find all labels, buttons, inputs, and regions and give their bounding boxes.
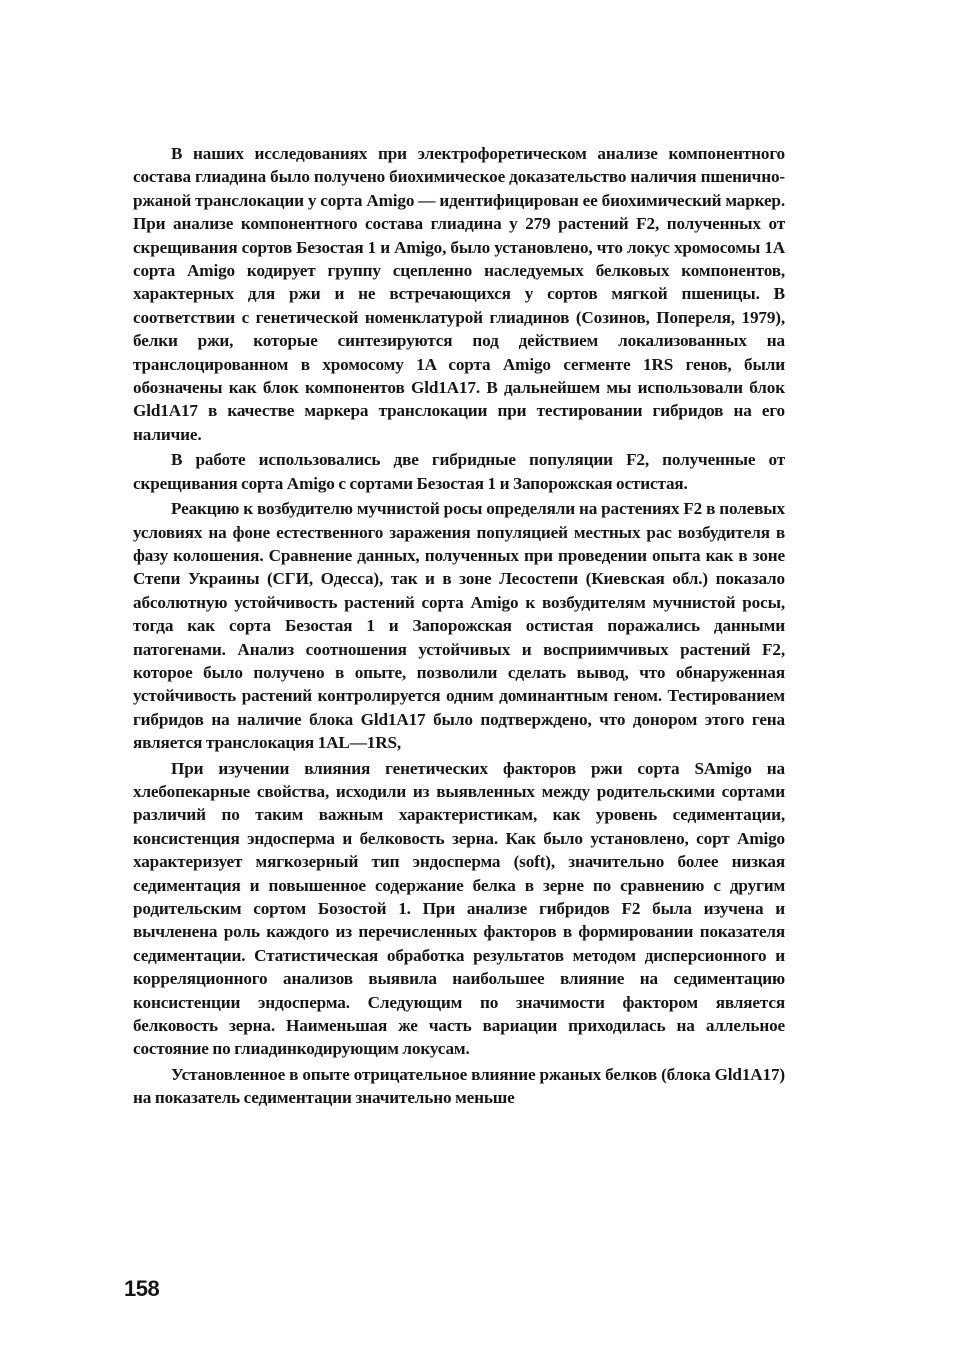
paragraph-gliadin-marker: В наших исследованиях при электрофоретическом анализе компонентного состава глиадина было получено биохимическое доказательство наличия пшенично-ржаной транслокации у сорта Amigo — идентифицирован ее биохимический маркер. При анализе компонентного состава глиадина у 279 растений F2, полученных от скрещивания сортов Безостая 1 и Amigo, было установлено, что локус хромосомы 1A сорта Amigo кодирует группу сцепленно наследуемых белковых компонентов, характерных для ржи и не встречающихся у сортов мягкой пшеницы. В соответствии с генетической номенклатурой глиадинов (Созинов, Попереля, 1979), белки ржи, которые синтезируются под действием локализованных на транслоцированном в хромосому 1A сорта Amigo сегменте 1RS генов, были обозначены как блок компонентов Gld1A17. В дальнейшем мы использовали блок Gld1A17 в качестве маркера транслокации при тестировании гибридов на его наличие. <box>133 144 785 444</box>
page-number: 158 <box>124 1276 160 1301</box>
paragraph-baking-properties: При изучении влияния генетических факторов ржи сорта SAmigo на хлебопекарные свойства, исходили из выявленных между родительскими сортами различий по таким важным характеристикам, как уровень седиментации, консистенция эндосперма и белковость зерна. Как было установлено, сорт Amigo характеризует мягкозерный тип эндосперма (soft), значительно более низкая седиментация и повышенное содержание белка в зерне по сравнению с другим родительским сортом Бозостой 1. При анализе гибридов F2 была изучена и вычленена роль каждого из перечисленных факторов в формировании показателя седиментации. Статистическая обработка результатов методом дисперсионного и корреляционного анализов выявила наибольшее влияние на седиментацию консистенции эндосперма. Следующим по значимости фактором является белковость зерна. Наименьшая же часть вариации приходилась на аллельное состояние по глиадинкодирующим локусам. <box>133 758 785 1059</box>
paragraph-sedimentation: Установленное в опыте отрицательное влияние ржаных белков (блока Gld1A17) на показатель седиментации значительно меньше <box>133 1064 785 1108</box>
paragraph-powdery-mildew: Реакцию к возбудителю мучнистой росы определяли на растениях F2 в полевых условиях на фоне естественного заражения популяцией местных рас возбудителя в фазу колошения. Сравнение данных, полученных при проведении опыта как в зоне Степи Украины (СГИ, Одесса), так и в зоне Лесостепи (Киевская обл.) показало абсолютную устойчивость растений сорта Amigo к возбудителям мучнистой росы, тогда как сорта Безостая 1 и Запорожская остистая поражались данными патогенами. Анализ соотношения устойчивых и восприимчивых растений F2, которое было получено в опыте, позволили сделать вывод, что обнаруженная устойчивость растений контролируется одним доминантным геном. Тестированием гибридов на наличие блока Gld1A17 было подтверждено, что донором этого гена является транслокация 1AL—1RS, <box>133 499 785 753</box>
page-text-block <box>133 142 785 1322</box>
paragraph-hybrid-populations: В работе использовались две гибридные популяции F2, полученные от скрещивания сорта Amigo с сортами Безостая 1 и Запорожская остистая. <box>133 450 785 493</box>
